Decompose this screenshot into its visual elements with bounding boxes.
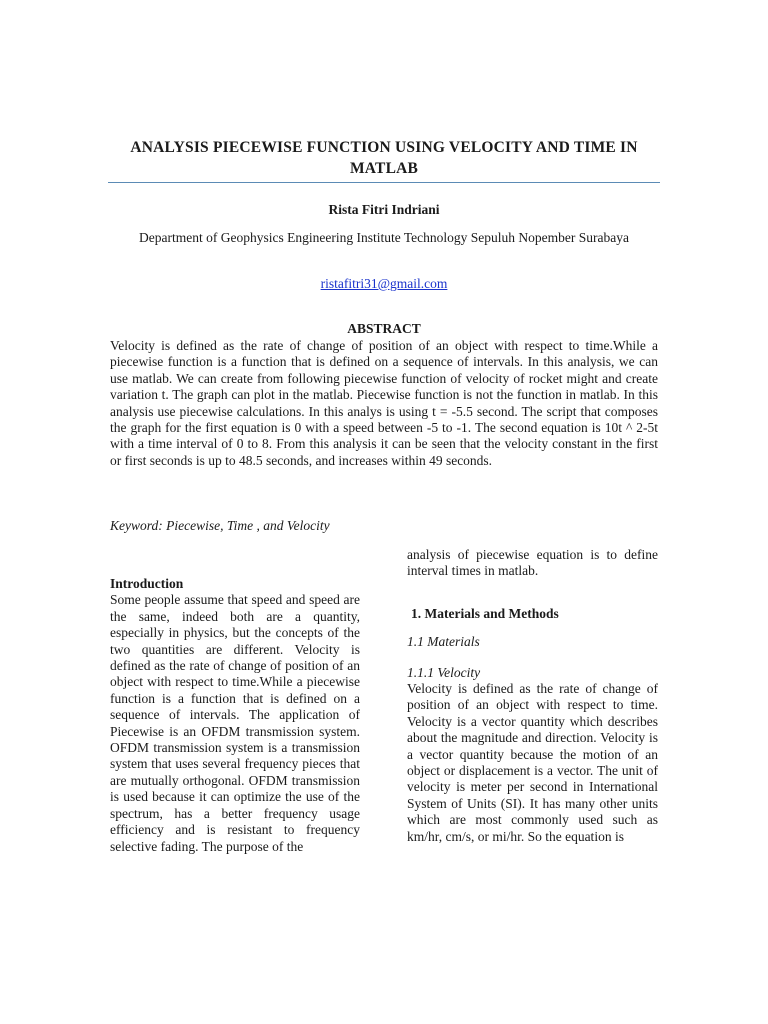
- paper-title: ANALYSIS PIECEWISE FUNCTION USING VELOCITY AND TIME IN MATLAB: [130, 139, 638, 177]
- right-column: [407, 547, 658, 845]
- keywords: Keyword: Piecewise, Time , and Velocity: [110, 518, 330, 533]
- velocity-text: Velocity is defined as the rate of change of position of an object with respect to time. Velocity is a vector quantity which describes about the magnitude and direction. Velocity is a vector quantity because the motion of an object or displacement is a vector. The unit of velocity is meter per second in International System of Units (SI). It has many other units which are most commonly used such as km/hr, cm/s, or mi/hr. So the equation is: [407, 681, 658, 844]
- author-name: Rista Fitri Indriani: [328, 202, 440, 217]
- abstract-heading: ABSTRACT: [347, 321, 421, 336]
- email-link[interactable]: ristafitri31@gmail.com: [320, 276, 448, 291]
- title-divider: [108, 182, 660, 183]
- velocity-subheading: 1.1.1 Velocity: [407, 664, 481, 680]
- left-column: [110, 576, 360, 855]
- introduction-continued-text: analysis of piecewise equation is to define interval times in matlab.: [407, 547, 658, 579]
- author-affiliation: Department of Geophysics Engineering Institute Technology Sepuluh Nopember Surabaya: [139, 230, 629, 245]
- author-email: [110, 276, 658, 292]
- materials-methods-heading: 1. Materials and Methods: [411, 605, 559, 621]
- introduction-heading: Introduction: [110, 576, 184, 591]
- materials-subheading: 1.1 Materials: [407, 634, 480, 650]
- introduction-text: Some people assume that speed and speed are the same, indeed both are a quantity, especially in physics, but the concepts of the two quantities are different. Velocity is defined as the rate of change of position of an object with respect to time.While a piecewise function is a function that is defined on a sequence of intervals. The application of Piecewise is an OFDM transmission system. OFDM transmission system is a transmission system that uses several frequency pieces that are mutually orthogonal. OFDM transmission is used because it can optimize the use of the spectrum, has a better frequency usage efficiency and is resistant to frequency selective fading. The purpose of the: [110, 592, 360, 854]
- abstract-text: Velocity is defined as the rate of change of position of an object with respect to time.While a piecewise function is a function that is defined on a sequence of intervals. In this analysis, we can use matlab. We can create from following piecewise function of velocity of rocket might and create variation t. The graph can plot in the matlab. Piecewise function is not the function in matlab. In this analysis use piecewise calculations. In this analys is using t = -5.5 second. The script that composes the graph for the first equation is 0 with a speed between -5 to -1. The second equation is 10t ^ 2-5t with a time interval of 0 to 8. From this analysis it can be seen that the velocity constant in the first or first seconds is up to 48.5 seconds, and increases within 49 seconds.: [110, 338, 658, 468]
